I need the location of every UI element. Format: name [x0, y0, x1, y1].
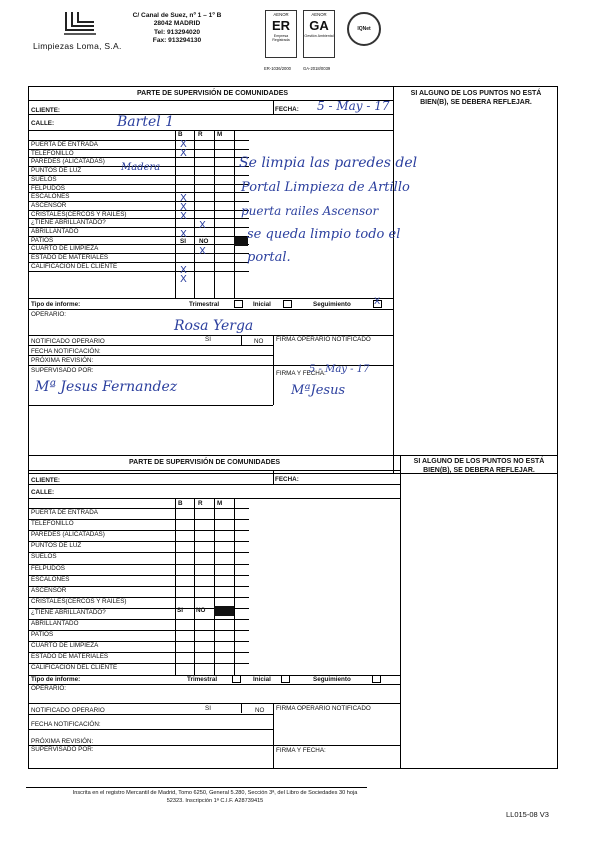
- checklist-item-label: ABRILLANTADO: [31, 620, 79, 627]
- si-label: SI: [180, 238, 186, 245]
- fecha-value: 5 - May - 17: [317, 99, 390, 113]
- fecha-notificacion-label: FECHA NOTIFICACIÓN:: [31, 348, 101, 355]
- check-mark: X: [180, 265, 187, 276]
- cert-org: AENOR: [273, 12, 289, 17]
- checklist-item-label: ESTADO DE MATERIALES: [31, 254, 109, 262]
- checklist-item-label: CALIFICACIÓN DEL CLIENTE: [31, 664, 118, 672]
- checklist-item-label: TELEFONILLO: [31, 149, 74, 157]
- trimestral-checkbox[interactable]: [234, 300, 243, 308]
- checklist-item-label: CRISTALES(CERCOS Y RAILES): [31, 210, 127, 218]
- divider: [194, 130, 195, 298]
- divider: [29, 630, 249, 631]
- divider: [241, 335, 242, 345]
- address-line: C/ Canal de Suez, nº 1 – 1º B: [132, 12, 222, 19]
- seguimiento-checkbox[interactable]: [372, 675, 381, 683]
- firma-fecha-value: 5 - May - 17: [309, 364, 370, 375]
- supervisado-value: Mª Jesus Fernandez: [35, 379, 178, 395]
- checklist-item-label: TELEFONILLO: [31, 520, 74, 528]
- company-address: [118, 12, 236, 45]
- col-m: M: [217, 131, 223, 138]
- firma-operario-label: FIRMA OPERARIO NOTIFICADO: [276, 705, 371, 712]
- seguimiento-label: Seguimiento: [313, 301, 351, 308]
- cert-mark: GA: [309, 18, 329, 33]
- divider: [29, 729, 273, 730]
- supervisado-label: SUPERVISADO POR:: [31, 367, 94, 374]
- cert-code: ER-1036/2000: [264, 66, 292, 71]
- divider: [273, 470, 274, 484]
- checklist-item-label: ESCALONES: [31, 193, 70, 201]
- col-r: R: [198, 131, 203, 138]
- blocked-cell: [214, 606, 234, 616]
- divider: [29, 714, 273, 715]
- seguimiento-label: Seguimiento: [313, 676, 351, 683]
- check-mark: X: [374, 297, 381, 307]
- check-mark: X: [180, 211, 187, 222]
- supervisado-label: SUPERVISADO POR:: [31, 746, 94, 753]
- divider: [273, 100, 274, 114]
- checklist-item-label: FELPUDOS: [31, 184, 65, 192]
- cert-org: AENOR: [311, 12, 327, 17]
- check-mark: X: [180, 193, 187, 204]
- checklist-item-label: PUERTA DE ENTRADA: [31, 509, 98, 516]
- cliente-label: CLIENTE:: [31, 477, 61, 484]
- checklist-item-label: SUELOS: [31, 175, 57, 183]
- document-code: LL015-08 V3: [506, 810, 549, 819]
- fecha-label: FECHA:: [275, 476, 299, 483]
- divider: [175, 130, 176, 298]
- firma-operario-label: FIRMA OPERARIO NOTIFICADO: [276, 336, 371, 343]
- comment-line: puerta railes Ascensor: [241, 204, 379, 218]
- fax-line: Fax: 913294130: [152, 36, 202, 44]
- checklist-item-label: PUNTOS DE LUZ: [31, 167, 82, 175]
- checklist-item-label: CUARTO DE LIMPIEZA: [31, 642, 99, 650]
- col-b: B: [178, 500, 183, 507]
- cert-code: GA-2018/0039: [303, 66, 331, 71]
- operario-label: OPERARIO:: [31, 311, 66, 318]
- operario-value: Rosa Yerga: [174, 318, 254, 334]
- cert-sub: Gestión Ambiental: [304, 34, 334, 38]
- checklist-item-label: PAREDES (ALICATADAS): [31, 158, 105, 166]
- checklist-item-label: SUELOS: [31, 553, 57, 561]
- divider: [29, 684, 400, 685]
- checklist-item-label: CALIFICACIÓN DEL CLIENTE: [31, 262, 118, 270]
- divider: [234, 130, 235, 298]
- inicial-label: Inicial: [253, 676, 271, 683]
- checklist-item-label: ESCALONES: [31, 575, 70, 583]
- calle-value: Bartel 1: [117, 114, 175, 130]
- blocked-cell: [234, 237, 248, 246]
- divider: [29, 703, 400, 704]
- address-line: 28042 MADRID: [153, 20, 201, 28]
- check-mark: X: [180, 274, 187, 285]
- no-label: NO: [196, 607, 206, 614]
- supervision-form-2: [28, 455, 558, 769]
- checklist-item-label: ABRILLANTADO: [31, 228, 79, 235]
- company-name: Limpiezas Loma, S.A.: [33, 41, 122, 51]
- registry-line: Inscrita en el registro Mercantil de Madrid, Tomo 6250, General 5.280, Sección 3ª, del Libro de Sociedades 30 hoja: [72, 790, 358, 796]
- checklist-item-label: ¿TIENE ABRILLANTADO?: [31, 608, 106, 616]
- cert-mark: ER: [271, 18, 291, 33]
- note-text: SI ALGUNO DE LOS PUNTOS NO ESTÁ BIEN(B), SE DEBERA REFLEJAR.: [410, 90, 542, 106]
- fecha-notificacion-label: FECHA NOTIFICACIÓN:: [31, 721, 101, 728]
- proxima-revision-label: PRÓXIMA REVISIÓN:: [31, 357, 94, 364]
- checklist-item-label: CRISTALES(CERCOS Y RAILES): [31, 597, 127, 605]
- form-title: PARTE DE SUPERVISIÓN DE COMUNIDADES: [137, 90, 289, 97]
- checklist-item-label: PATIOS: [31, 631, 54, 639]
- paredes-extra-value: Madera: [121, 162, 161, 173]
- divider: [29, 236, 249, 237]
- checklist-item-label: FELPUDOS: [31, 564, 65, 572]
- divider: [29, 130, 393, 131]
- divider: [29, 345, 273, 346]
- si-label: SI: [177, 607, 183, 614]
- inicial-checkbox[interactable]: [281, 675, 290, 683]
- signature-value: MªJesus: [291, 383, 346, 398]
- comment-line: Portal Limpieza de Artillo: [241, 180, 410, 195]
- calle-label: CALLE:: [31, 120, 55, 127]
- comment-line: portal.: [247, 250, 291, 265]
- col-b: B: [178, 131, 183, 138]
- divider: [29, 355, 273, 356]
- divider: [29, 470, 400, 471]
- checklist-item-label: PUERTA DE ENTRADA: [31, 141, 98, 148]
- checklist-item-label: ASCENSOR: [31, 586, 67, 594]
- phone-line: Tel: 913294020: [153, 28, 201, 36]
- note-divider: [400, 455, 401, 768]
- divider: [273, 365, 274, 405]
- col-r: R: [198, 500, 203, 507]
- tipo-label: Tipo de informe:: [31, 676, 81, 683]
- divider: [29, 271, 249, 272]
- note-divider: [393, 87, 394, 473]
- divider: [273, 703, 274, 768]
- divider: [29, 405, 273, 406]
- trimestral-label: Trimestral: [187, 676, 218, 683]
- calle-label: CALLE:: [31, 489, 55, 496]
- aenor-er-certificate: [265, 10, 297, 58]
- footer-divider: [26, 787, 367, 788]
- inicial-checkbox[interactable]: [283, 300, 292, 308]
- divider: [241, 703, 242, 713]
- no-option: NO: [255, 707, 265, 714]
- aenor-ga-certificate: [303, 10, 335, 58]
- supervision-form-1: [28, 86, 558, 474]
- note-text: SI ALGUNO DE LOS PUNTOS NO ESTÁ BIEN(B), SE DEBERA REFLEJAR.: [413, 458, 545, 474]
- no-option: NO: [254, 338, 264, 345]
- divider: [29, 552, 249, 553]
- check-mark: X: [180, 148, 187, 159]
- si-option: SI: [205, 336, 211, 343]
- divider: [29, 298, 393, 299]
- fecha-label: FECHA:: [275, 106, 299, 113]
- cliente-label: CLIENTE:: [31, 107, 61, 114]
- checklist-item-label: ASCENSOR: [31, 201, 67, 209]
- form-title: PARTE DE SUPERVISIÓN DE COMUNIDADES: [129, 459, 281, 466]
- trimestral-checkbox[interactable]: [232, 675, 241, 683]
- checklist-item-label: PAREDES (ALICATADAS): [31, 531, 105, 539]
- registry-line: 52323. Inscripción 1ª C.I.F. A28739415: [166, 798, 264, 804]
- company-logo-icon: [62, 10, 98, 38]
- check-mark: X: [180, 202, 187, 213]
- checklist-item-label: PUNTOS DE LUZ: [31, 542, 82, 550]
- firma-fecha-label: FIRMA Y FECHA:: [276, 370, 326, 377]
- checklist-item-label: ¿TIENE ABRILLANTADO?: [31, 219, 106, 227]
- notificado-label: NOTIFICADO OPERARIO: [31, 338, 105, 345]
- iqnet-logo-icon: IQNet: [347, 12, 381, 46]
- check-mark: X: [199, 220, 206, 231]
- checklist-item-label: PATIOS: [31, 236, 54, 244]
- divider: [29, 455, 557, 456]
- check-mark: X: [180, 229, 187, 240]
- divider: [214, 130, 215, 298]
- divider: [29, 484, 400, 485]
- check-mark: X: [180, 139, 187, 150]
- inicial-label: Inicial: [253, 301, 271, 308]
- divider: [29, 309, 393, 310]
- cert-sub: Empresa Registrada: [272, 34, 290, 42]
- notificado-label: NOTIFICADO OPERARIO: [31, 707, 105, 714]
- checklist-item-label: CUARTO DE LIMPIEZA: [31, 245, 99, 253]
- footer-registry: [30, 789, 400, 805]
- col-m: M: [217, 500, 223, 507]
- divider: [29, 175, 249, 176]
- divider: [29, 114, 393, 115]
- tipo-label: Tipo de informe:: [31, 301, 81, 308]
- firma-fecha-label: FIRMA Y FECHA:: [276, 747, 326, 754]
- trimestral-label: Trimestral: [189, 301, 220, 308]
- check-mark: X: [199, 246, 206, 257]
- comment-line: se queda limpio todo el: [247, 227, 401, 242]
- comment-line: Se limpia las paredes del: [239, 155, 418, 171]
- checklist-item-label: ESTADO DE MATERIALES: [31, 653, 109, 661]
- operario-label: OPERARIO:: [31, 685, 66, 692]
- proxima-revision-label: PRÓXIMA REVISIÓN:: [31, 738, 94, 745]
- no-label: NO: [199, 238, 209, 245]
- si-option: SI: [205, 705, 211, 712]
